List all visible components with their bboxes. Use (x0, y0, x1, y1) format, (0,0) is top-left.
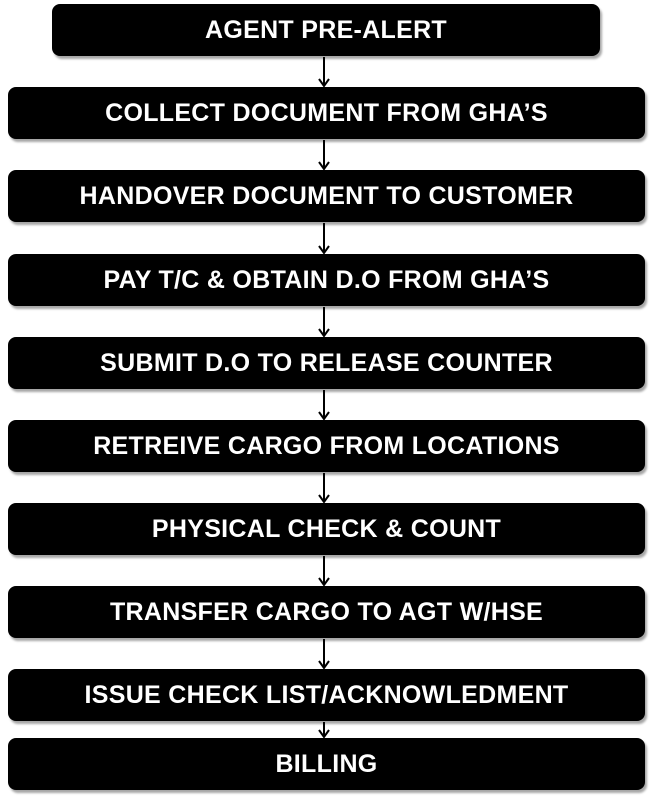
arrow-6 (316, 473, 332, 503)
step-pay-obtain-do: PAY T/C & OBTAIN D.O FROM GHA’S (8, 254, 645, 306)
arrow-head-icon (318, 729, 330, 738)
step-issue-check-list: ISSUE CHECK LIST/ACKNOWLEDMENT (8, 669, 645, 721)
arrow-1 (316, 57, 332, 87)
arrow-head-icon (318, 494, 330, 503)
arrow-2 (316, 140, 332, 170)
arrow-head-icon (318, 245, 330, 254)
arrow-head-icon (318, 161, 330, 170)
arrow-head-icon (318, 411, 330, 420)
arrow-5 (316, 390, 332, 420)
step-physical-check: PHYSICAL CHECK & COUNT (8, 503, 645, 555)
arrow-8 (316, 639, 332, 669)
arrow-head-icon (318, 577, 330, 586)
arrow-head-icon (318, 660, 330, 669)
arrow-4 (316, 307, 332, 337)
step-handover-document: HANDOVER DOCUMENT TO CUSTOMER (8, 170, 645, 222)
step-collect-document: COLLECT DOCUMENT FROM GHA’S (8, 87, 645, 139)
step-agent-pre-alert: AGENT PRE-ALERT (52, 4, 600, 56)
step-retrieve-cargo: RETREIVE CARGO FROM LOCATIONS (8, 420, 645, 472)
step-billing: BILLING (8, 738, 645, 790)
arrow-head-icon (318, 328, 330, 337)
arrow-9 (316, 722, 332, 738)
arrow-7 (316, 556, 332, 586)
step-transfer-cargo: TRANSFER CARGO TO AGT W/HSE (8, 586, 645, 638)
step-submit-do: SUBMIT D.O TO RELEASE COUNTER (8, 337, 645, 389)
arrow-3 (316, 223, 332, 254)
arrow-head-icon (318, 78, 330, 87)
